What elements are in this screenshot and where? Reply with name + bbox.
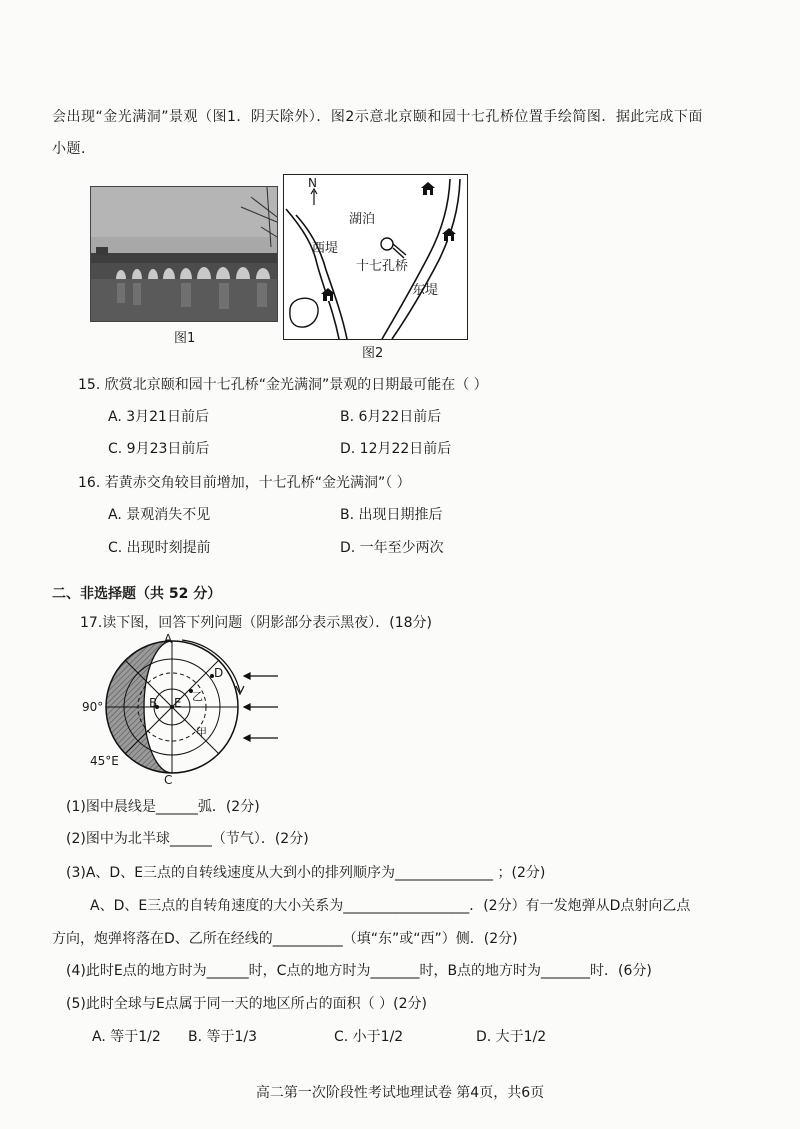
fig1-caption: 图1	[174, 331, 196, 346]
west-dike-label: 西堤	[312, 241, 339, 256]
point-e-label: E	[174, 696, 182, 710]
q17-sub5-option-c: C. 小于1/2	[334, 1029, 404, 1045]
section2-title: 二、非选择题（共 52 分）	[52, 586, 222, 602]
point-a-label: A	[164, 632, 173, 646]
lake-label: 湖泊	[349, 212, 376, 227]
page-footer: 高二第一次阶段性考试地理试卷 第4页，共6页	[255, 1085, 545, 1101]
bridge-photo	[90, 186, 278, 322]
point-jia-label: 甲	[196, 726, 207, 739]
q17-sub5-option-b: B. 等于1/3	[188, 1029, 258, 1045]
bridge-label: 十七孔桥	[356, 259, 409, 274]
q17-sub3a: (3)A、D、E三点的自转线速度从大到小的排列顺序为______________ ；(2分)	[66, 865, 546, 881]
q15-option-c: C. 9月23日前后	[108, 441, 210, 457]
q17-sub3c: 方向，炮弹将落在D、乙所在经线的__________（填“东”或“西”）侧．(2分)	[52, 931, 518, 947]
point-d-label: D	[214, 666, 224, 680]
q17-sub5-option-d: D. 大于1/2	[476, 1029, 547, 1045]
fig2-caption: 图2	[362, 346, 384, 361]
house-icon	[320, 287, 336, 301]
q17-sub5: (5)此时全球与E点属于同一天的地区所占的面积（ ）(2分)	[66, 996, 427, 1012]
intro-line-1: 会出现“金光满洞”景观（图1．阴天除外）．图2示意北京颐和园十七孔桥位置手绘简图．据此完成下面	[52, 109, 703, 125]
q17-sub3b: A、D、E三点的自转角速度的大小关系为__________________．(2分）有一发炮弹从D点射向乙点	[90, 898, 691, 914]
longitude-90-label: 90°	[82, 700, 104, 714]
q15-option-a: A. 3月21日前后	[108, 409, 209, 425]
point-yi-label: 乙	[192, 690, 203, 703]
q17-sub2: (2)图中为北半球______（节气）．(2分)	[66, 831, 309, 847]
q16-option-a: A. 景观消失不见	[108, 507, 211, 523]
q15-option-b: B. 6月22日前后	[340, 409, 442, 425]
q15-stem: 15. 欣赏北京颐和园十七孔桥“金光满洞”景观的日期最可能在（ ）	[78, 377, 488, 393]
summer-palace-map	[283, 174, 468, 340]
q16-option-d: D. 一年至少两次	[340, 540, 444, 556]
q16-option-c: C. 出现时刻提前	[108, 540, 211, 556]
q17-sub4: (4)此时E点的地方时为______时，C点的地方时为_______时，B点的地方时为_______时．(6分)	[66, 963, 652, 979]
house-icon	[420, 181, 436, 195]
q17-sub1: (1)图中晨线是______弧．(2分)	[66, 799, 260, 815]
q16-option-b: B. 出现日期推后	[340, 507, 443, 523]
q16-stem: 16. 若黄赤交角较目前增加，十七孔桥“金光满洞”（ ）	[78, 475, 411, 491]
q15-option-d: D. 12月22日前后	[340, 441, 452, 457]
intro-line-2: 小题．	[52, 141, 96, 157]
north-label: N	[308, 176, 317, 190]
q17-sub5-option-a: A. 等于1/2	[92, 1029, 161, 1045]
east-dike-label: 东堤	[412, 283, 439, 298]
point-b-label: B	[149, 696, 158, 710]
house-icon	[441, 227, 457, 241]
longitude-45e-label: 45°E	[90, 754, 119, 768]
point-c-label: C	[164, 773, 173, 787]
q17-stem: 17.读下图，回答下列问题（阴影部分表示黑夜）．(18分)	[80, 615, 433, 631]
